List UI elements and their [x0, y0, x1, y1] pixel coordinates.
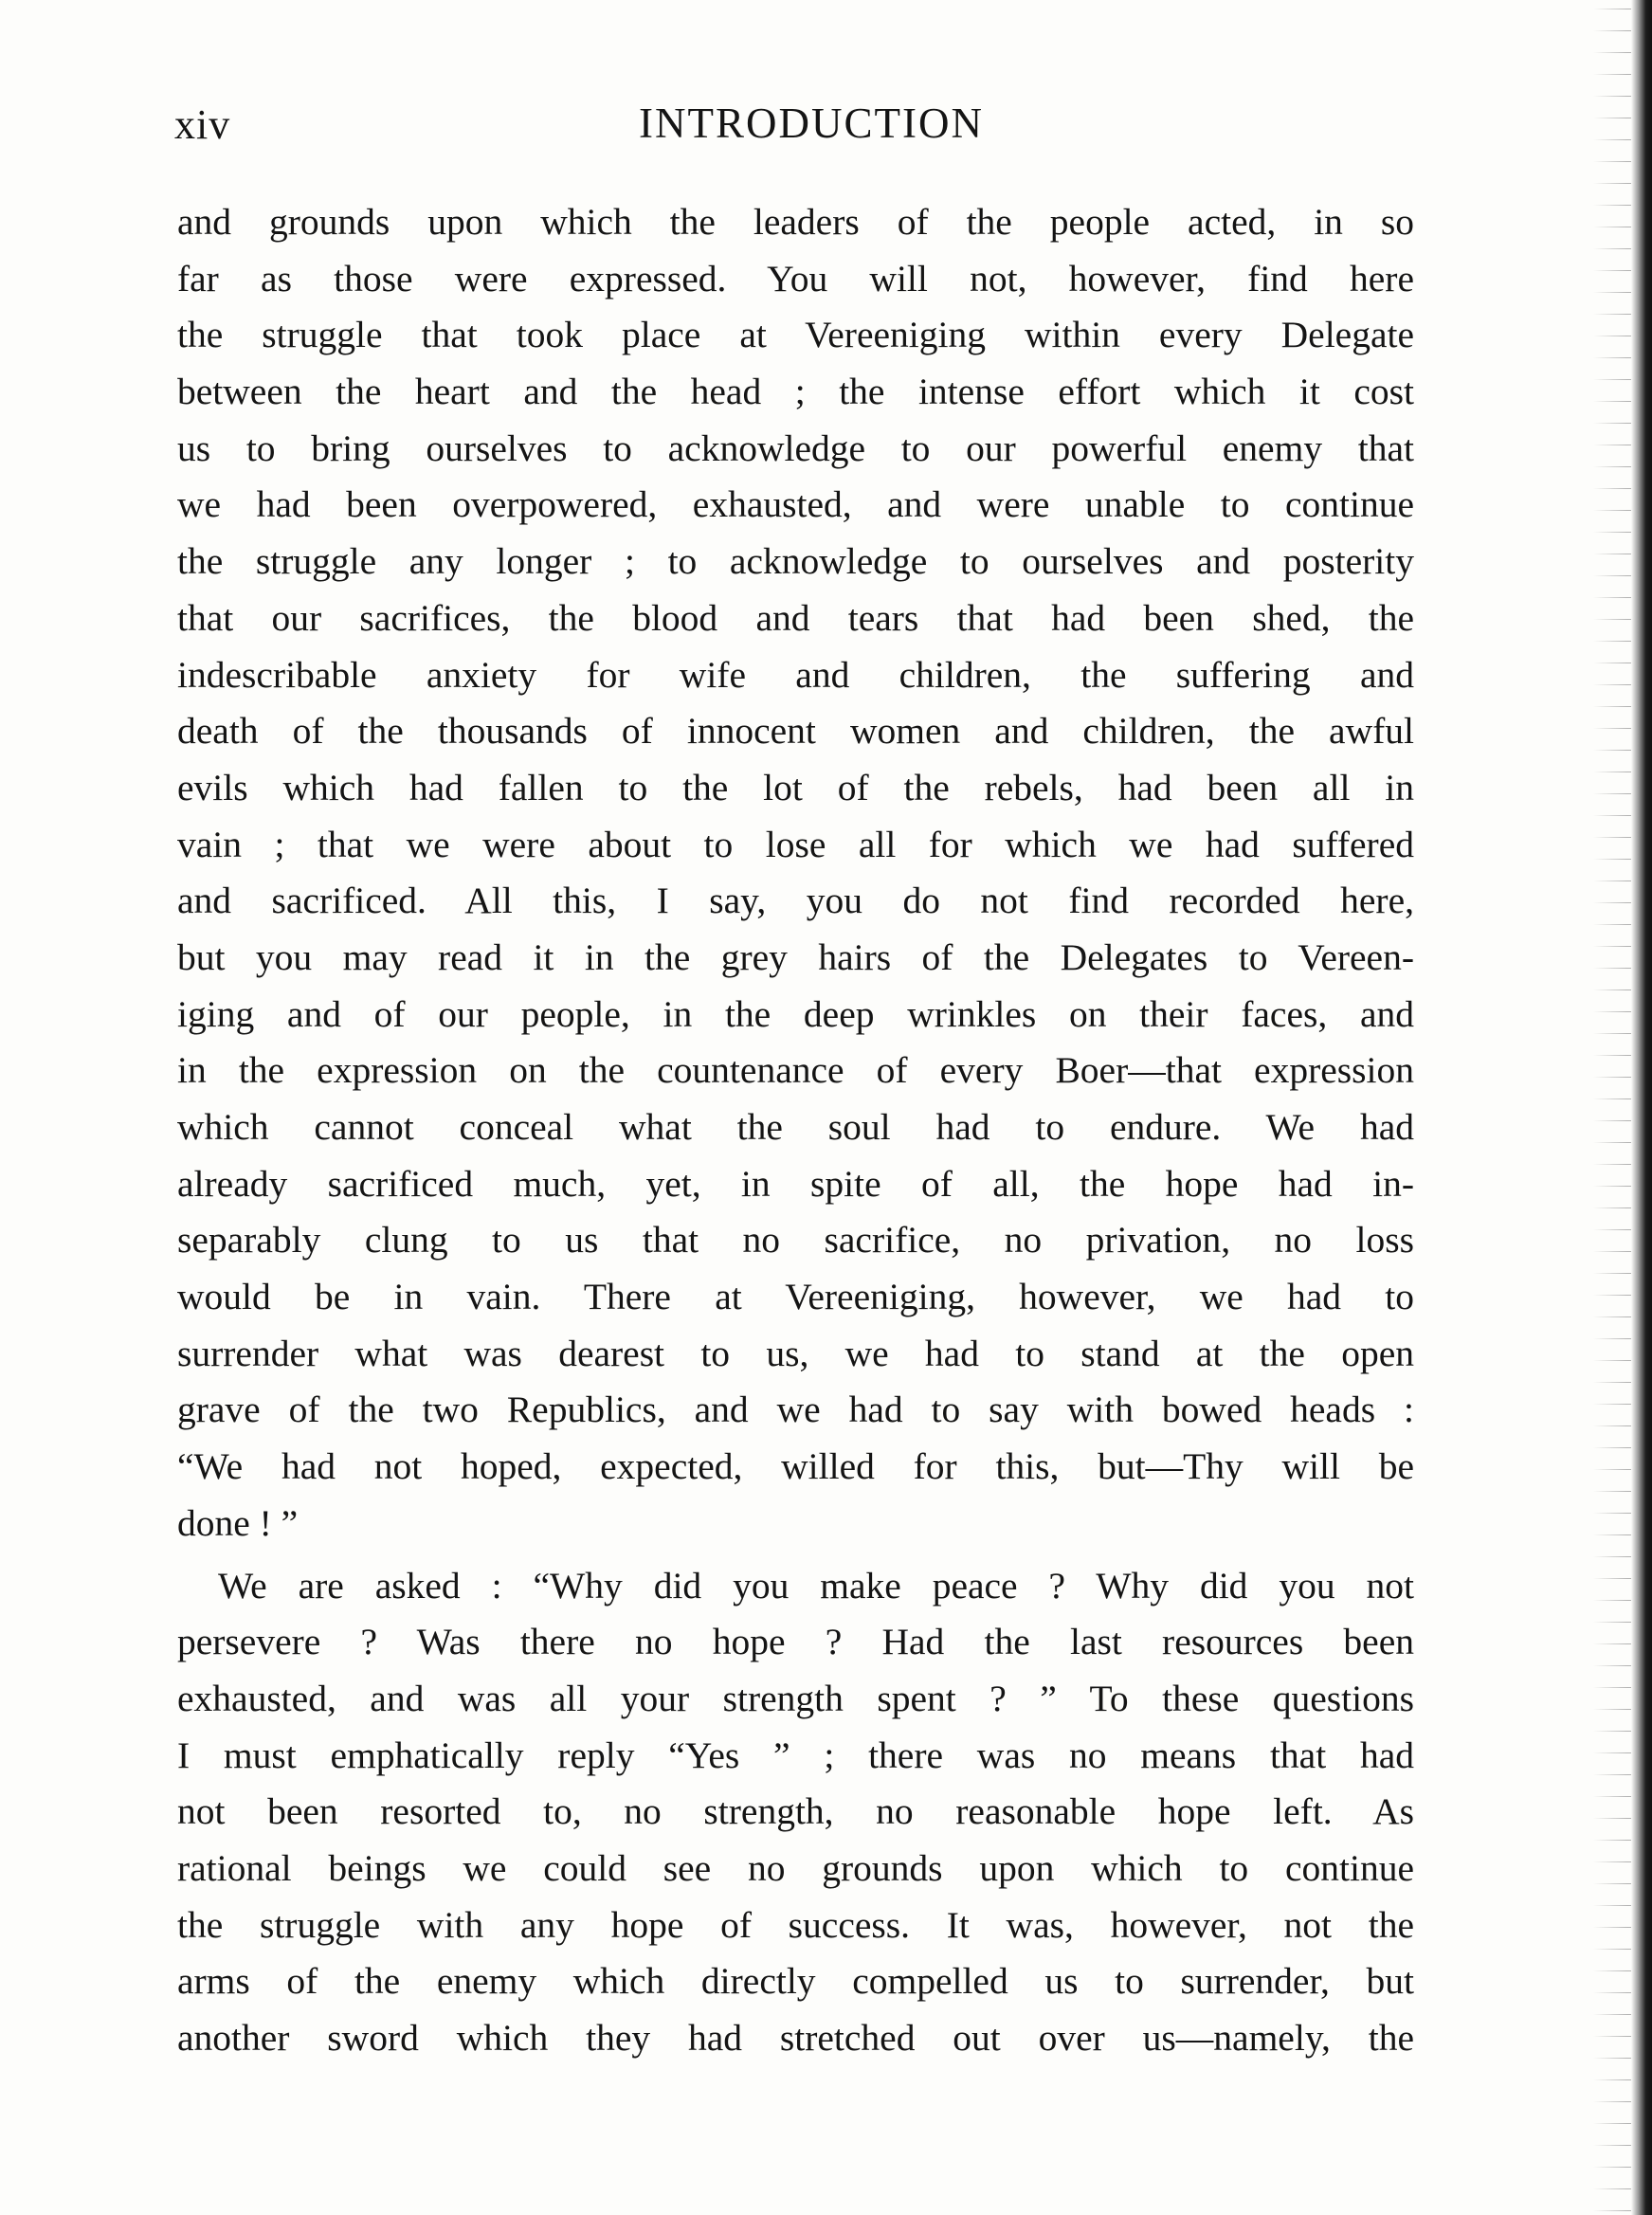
text-line: surrender what was dearest to us, we had to stand at the open [177, 1332, 1414, 1374]
body-text [177, 194, 1414, 2067]
text-line: We are asked : “Why did you make peace ? Why did you not [218, 1564, 1414, 1607]
text-line: the struggle any longer ; to acknowledge to ourselves and posterity [177, 540, 1414, 583]
text-line: between the heart and the head ; the intense effort which it cost [177, 371, 1414, 413]
section-title: INTRODUCTION [639, 100, 984, 147]
text-line: grave of the two Republics, and we had to say with bowed heads : [177, 1389, 1414, 1431]
text-line: that our sacrifices, the blood and tears that had been shed, the [177, 596, 1414, 639]
text-line: far as those were expressed. You will not, however, find here [177, 257, 1414, 300]
text-line: iging and of our people, in the deep wrinkles on their faces, and [177, 992, 1414, 1035]
text-line: arms of the enemy which directly compelled us to surrender, but [177, 1960, 1414, 2003]
text-line: and grounds upon which the leaders of the people acted, in so [177, 201, 1414, 243]
text-line: I must emphatically reply “Yes ” ; there was no means that had [177, 1734, 1414, 1776]
text-line: the struggle that took place at Vereeniging within every Delegate [177, 314, 1414, 356]
binding-edge [1631, 0, 1652, 2215]
text-line: which cannot conceal what the soul had to endure. We had [177, 1106, 1414, 1148]
text-line: already sacrificed much, yet, in spite of all, the hope had in- [177, 1162, 1414, 1205]
text-line: another sword which they had stretched out over us—namely, the [177, 2017, 1414, 2059]
text-line: evils which had fallen to the lot of the rebels, had been all in [177, 766, 1414, 808]
text-line: indescribable anxiety for wife and children, the suffering and [177, 653, 1414, 696]
text-line: we had been overpowered, exhausted, and were unable to continue [177, 483, 1414, 526]
text-line: would be in vain. There at Vereeniging, however, we had to [177, 1276, 1414, 1318]
text-line: us to bring ourselves to acknowledge to our powerful enemy that [177, 427, 1414, 469]
paragraph-1 [177, 194, 1414, 1552]
text-line: done ! ” [177, 1501, 299, 1544]
text-line: rational beings we could see no grounds upon which to continue [177, 1846, 1414, 1889]
text-line: death of the thousands of innocent women and children, the awful [177, 710, 1414, 753]
binding-shadow [1593, 0, 1631, 2215]
text-line: and sacrificed. All this, I say, you do not find recorded here, [177, 880, 1414, 922]
text-line: not been resorted to, no strength, no reasonable hope left. As [177, 1790, 1414, 1833]
text-line: “We had not hoped, expected, willed for this, but—Thy will be [177, 1445, 1414, 1488]
text-line: but you may read it in the grey hairs of the Delegates to Vereen- [177, 935, 1414, 978]
text-line: exhausted, and was all your strength spent ? ” To these questions [177, 1677, 1414, 1719]
text-line: separably clung to us that no sacrifice, no privation, no loss [177, 1219, 1414, 1262]
text-line: vain ; that we were about to lose all for which we had suffered [177, 823, 1414, 865]
page-number: xiv [174, 101, 231, 148]
text-line: in the expression on the countenance of every Boer—that expression [177, 1049, 1414, 1092]
running-head [174, 91, 1414, 157]
text-line: the struggle with any hope of success. It was, however, not the [177, 1903, 1414, 1946]
text-line: persevere ? Was there no hope ? Had the last resources been [177, 1621, 1414, 1663]
paragraph-2 [177, 1558, 1414, 2067]
